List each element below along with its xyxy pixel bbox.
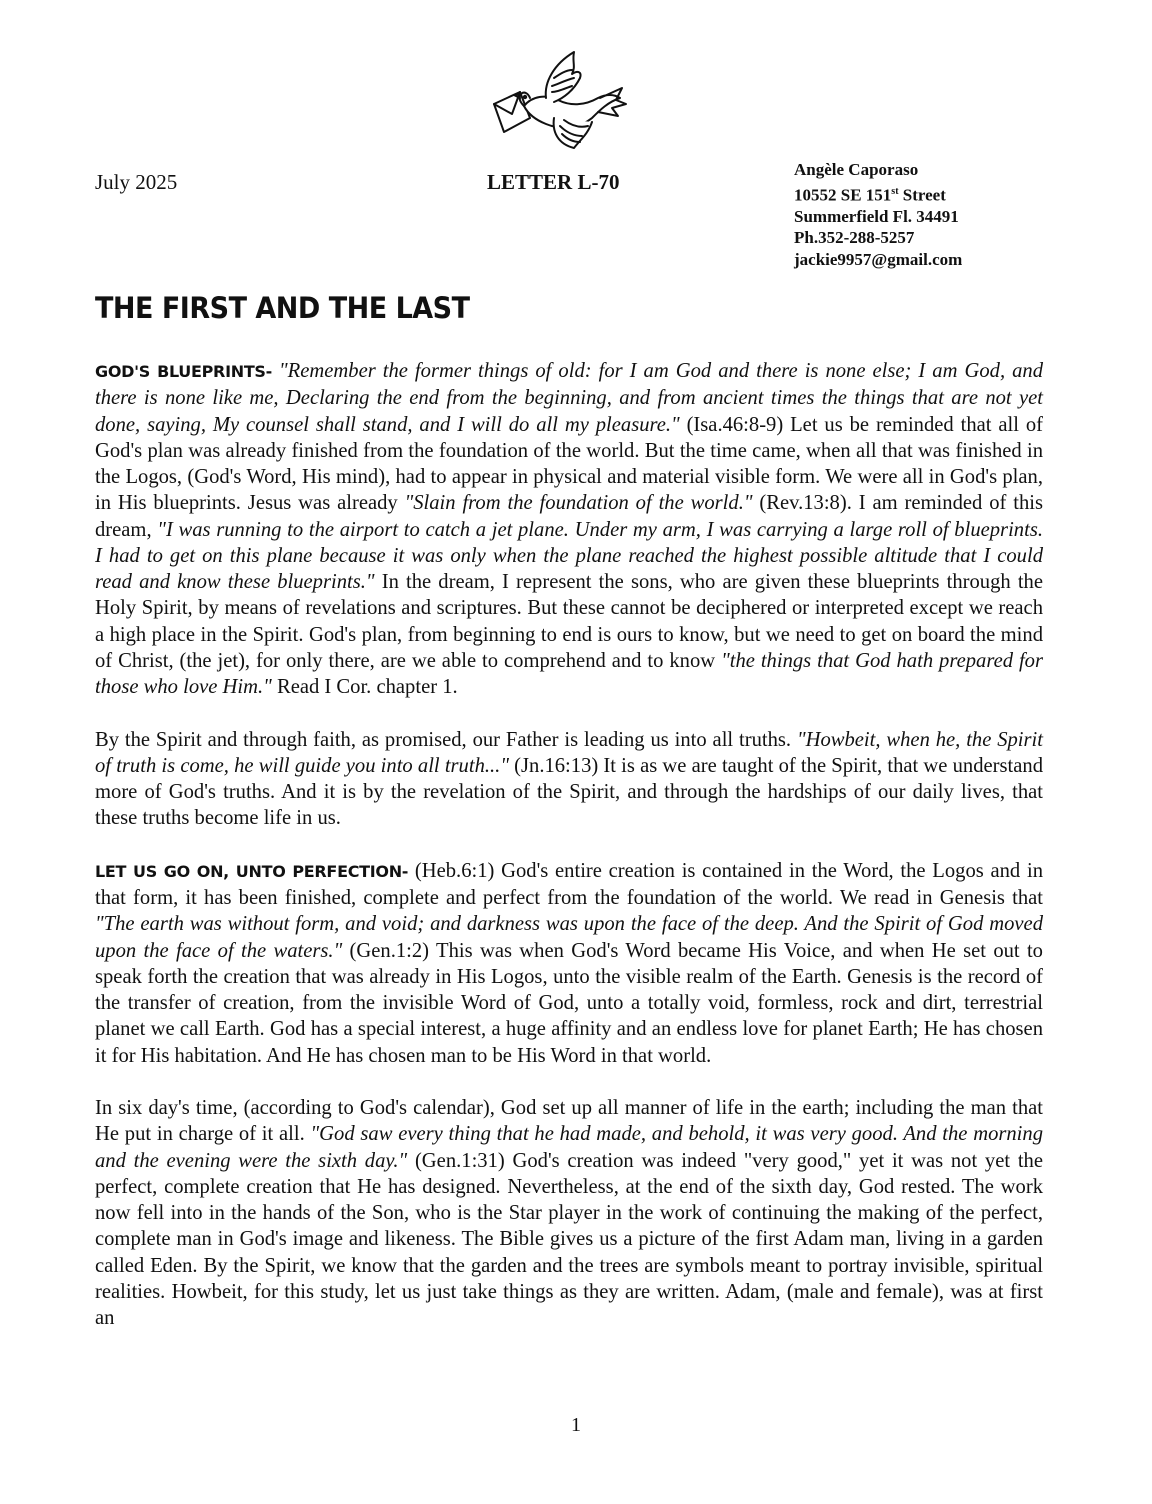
page-title: THE FIRST AND THE LAST — [95, 292, 470, 326]
paragraph-perfection: LET US GO ON, UNTO PERFECTION- (Heb.6:1) God's entire creation is contained in the Word, the Logos and in that form, it has been finished, complete and perfect from the foundation of the world. We read in Genesis that "The earth was without form, and void; and darkness was upon the face of the deep. And the Spirit of God moved upon the face of the waters." (Gen.1:2) This was when God's Word became His Voice, and when He set out to speak forth the creation that was already in His Logos, unto the visible realm of the Earth. Genesis is the record of the transfer of creation, from the invisible Word of God, unto a totally void, formless, rock and dirt, terrestrial planet we call Earth. God has a special interest, a huge affinity and an endless love for planet Earth; He has chosen it for His habitation. And He has chosen man to be His Word in that world. — [95, 859, 1043, 1067]
letter-date: July 2025 — [95, 170, 178, 194]
sender-email: jackie9957@gmail.com — [794, 249, 963, 269]
section-heading-perfection: LET US GO ON, UNTO PERFECTION- — [95, 861, 409, 881]
sender-name: Angèle Caporaso — [794, 160, 919, 179]
sender-city: Summerfield Fl. 34491 — [794, 206, 959, 226]
page-number: 1 — [571, 1414, 581, 1436]
letter-number: LETTER L-70 — [487, 170, 620, 194]
sender-street: 10552 SE 151st Street — [794, 185, 946, 205]
paragraph-blueprints: GOD'S BLUEPRINTS- "Remember the former things of old: for I am God and there is none else; I am God, and there is none like me, Declaring the end from the beginning, and from ancient times the things that are not yet done, saying, My counsel shall stand, and I will do all my pleasure." (Isa.46:8-9) Let us be reminded that all of God's plan was already finished from the foundation of the world. But the time came, when all that was finished in the Logos, (God's Word, His mind), had to appear in physical and material visible form. We were all in God's plan, in His blueprints. Jesus was already "Slain from the foundation of the world." (Rev.13:8). I am reminded of this dream, "I was running to the airport to catch a jet plane. Under my arm, I was carrying a large roll of blueprints. I had to get on this plane because it was only when the plane reached the highest possible altitude that I could read and know these blueprints." In the dream, I represent the sons, who are given these blueprints through the Holy Spirit, by means of revelations and scriptures. But these cannot be deciphered or interpreted except we reach a high place in the Spirit. God's plan, from beginning to end is ours to know, but we need to get on board the mind of Christ, (the jet), for only there, are we able to comprehend and to know "the things that God hath prepared for those who love Him." Read I Cor. chapter 1. — [95, 360, 1043, 698]
section-heading-blueprints: GOD'S BLUEPRINTS- — [95, 362, 272, 381]
letter-body — [95, 358, 1043, 1358]
paragraph-spirit-of-truth: By the Spirit and through faith, as promised, our Father is leading us into all truths. "Howbeit, when he, the Spirit of truth is come, he will guide you into all truth..." (Jn.16:13) It is as we are taught of the Spirit, that we understand more of God's truths. And it is by the revelation of the Spirit, and through the hardships of our daily lives, that these truths become life in us. — [95, 728, 1043, 830]
dove-with-letter-icon — [488, 48, 628, 150]
paragraph-six-days: In six day's time, (according to God's calendar), God set up all manner of life in the earth; including the man that He put in charge of it all. "God saw every thing that he had made, and behold, it was very good. And the morning and the evening were the sixth day." (Gen.1:31) God's creation was indeed "very good," yet it was not yet the perfect, complete creation that He has designed. Nevertheless, at the end of the sixth day, God rested. The work now fell into in the hands of the Son, who is the Star player in the work of continuing the making of the perfect, complete man in God's image and likeness. The Bible gives us a picture of the first Adam man, living in a garden called Eden. By the Spirit, we know that the garden and the trees are symbols meant to portray invisible, spiritual realities. Howbeit, for this study, let us just take things as they are written. Adam, (male and female), was at first an — [95, 1097, 1044, 1329]
sender-phone: Ph.352-288-5257 — [794, 228, 915, 248]
sender-address — [794, 159, 962, 270]
